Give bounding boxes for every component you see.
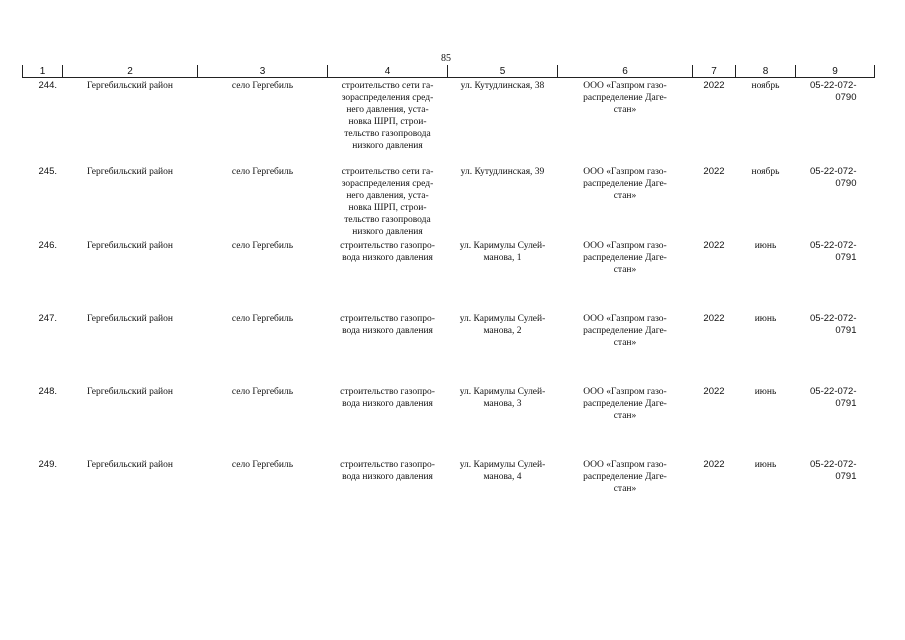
district: Гергебильский район <box>87 241 173 251</box>
register-table <box>22 65 875 499</box>
page-number: 85 <box>441 53 451 64</box>
column-header-8: 8 <box>736 65 796 78</box>
month: июнь <box>754 387 777 397</box>
year: 2022 <box>703 166 725 177</box>
year: 2022 <box>703 459 725 470</box>
work-description: строительство газопро- вода низкого давления <box>340 314 435 336</box>
month: ноябрь <box>751 81 780 91</box>
month: июнь <box>754 314 777 324</box>
column-header-2: 2 <box>63 65 198 78</box>
code: 05-22-072-0791 <box>810 240 857 263</box>
column-header-7: 7 <box>693 65 736 78</box>
work-description: строительство газопро- вода низкого давления <box>340 460 435 482</box>
organization: ООО «Газпром газо- распределение Даге- стан» <box>583 167 667 201</box>
year: 2022 <box>703 386 725 397</box>
work-description: строительство сети га- зораспределения сред- него давления, уста- новка ШРП, строи- тельство газопровода низкого давления <box>341 167 434 237</box>
year: 2022 <box>703 240 725 251</box>
row-number: 247. <box>38 313 57 324</box>
settlement: село Гергебиль <box>231 460 294 470</box>
month: ноябрь <box>751 167 780 177</box>
work-description: строительство газопро- вода низкого давления <box>340 387 435 409</box>
code: 05-22-072-0791 <box>810 313 857 336</box>
organization: ООО «Газпром газо- распределение Даге- стан» <box>583 387 667 421</box>
settlement: село Гергебиль <box>231 314 294 324</box>
address: ул. Каримулы Сулей- манова, 1 <box>459 241 546 263</box>
address: ул. Кутудлинская, 39 <box>460 167 545 177</box>
organization: ООО «Газпром газо- распределение Даге- стан» <box>583 314 667 348</box>
work-description: строительство газопро- вода низкого давления <box>340 241 435 263</box>
year: 2022 <box>703 80 725 91</box>
address: ул. Каримулы Сулей- манова, 2 <box>459 314 546 336</box>
code: 05-22-072-0791 <box>810 386 857 409</box>
column-header-3: 3 <box>198 65 328 78</box>
code: 05-22-072-0790 <box>810 166 857 189</box>
district: Гергебильский район <box>87 460 173 470</box>
column-header-4: 4 <box>328 65 448 78</box>
column-header-5: 5 <box>448 65 558 78</box>
district: Гергебильский район <box>87 387 173 397</box>
row-number: 248. <box>38 386 57 397</box>
table-row <box>23 164 875 238</box>
month: июнь <box>754 241 777 251</box>
column-header-6: 6 <box>558 65 693 78</box>
year: 2022 <box>703 313 725 324</box>
settlement: село Гергебиль <box>231 387 294 397</box>
address: ул. Кутудлинская, 38 <box>460 81 545 91</box>
column-header-1: 1 <box>23 65 63 78</box>
organization: ООО «Газпром газо- распределение Даге- стан» <box>583 460 667 494</box>
district: Гергебильский район <box>87 167 173 177</box>
row-number: 249. <box>38 459 57 470</box>
district: Гергебильский район <box>87 81 173 91</box>
column-number-row <box>23 65 875 78</box>
table-row <box>23 384 875 457</box>
column-header-9: 9 <box>796 65 875 78</box>
organization: ООО «Газпром газо- распределение Даге- стан» <box>583 241 667 275</box>
address: ул. Каримулы Сулей- манова, 3 <box>459 387 546 409</box>
address: ул. Каримулы Сулей- манова, 4 <box>459 460 546 482</box>
row-number: 244. <box>38 80 57 91</box>
settlement: село Гергебиль <box>231 241 294 251</box>
row-number: 246. <box>38 240 57 251</box>
settlement: село Гергебиль <box>231 81 294 91</box>
table-row <box>23 238 875 311</box>
district: Гергебильский район <box>87 314 173 324</box>
table-row <box>23 457 875 499</box>
work-description: строительство сети га- зораспределения сред- него давления, уста- новка ШРП, строи- тельство газопровода низкого давления <box>341 81 434 151</box>
organization: ООО «Газпром газо- распределение Даге- стан» <box>583 81 667 115</box>
code: 05-22-072-0791 <box>810 459 857 482</box>
settlement: село Гергебиль <box>231 167 294 177</box>
table-row <box>23 311 875 384</box>
month: июнь <box>754 460 777 470</box>
code: 05-22-072-0790 <box>810 80 857 103</box>
table-row <box>23 78 875 165</box>
row-number: 245. <box>38 166 57 177</box>
